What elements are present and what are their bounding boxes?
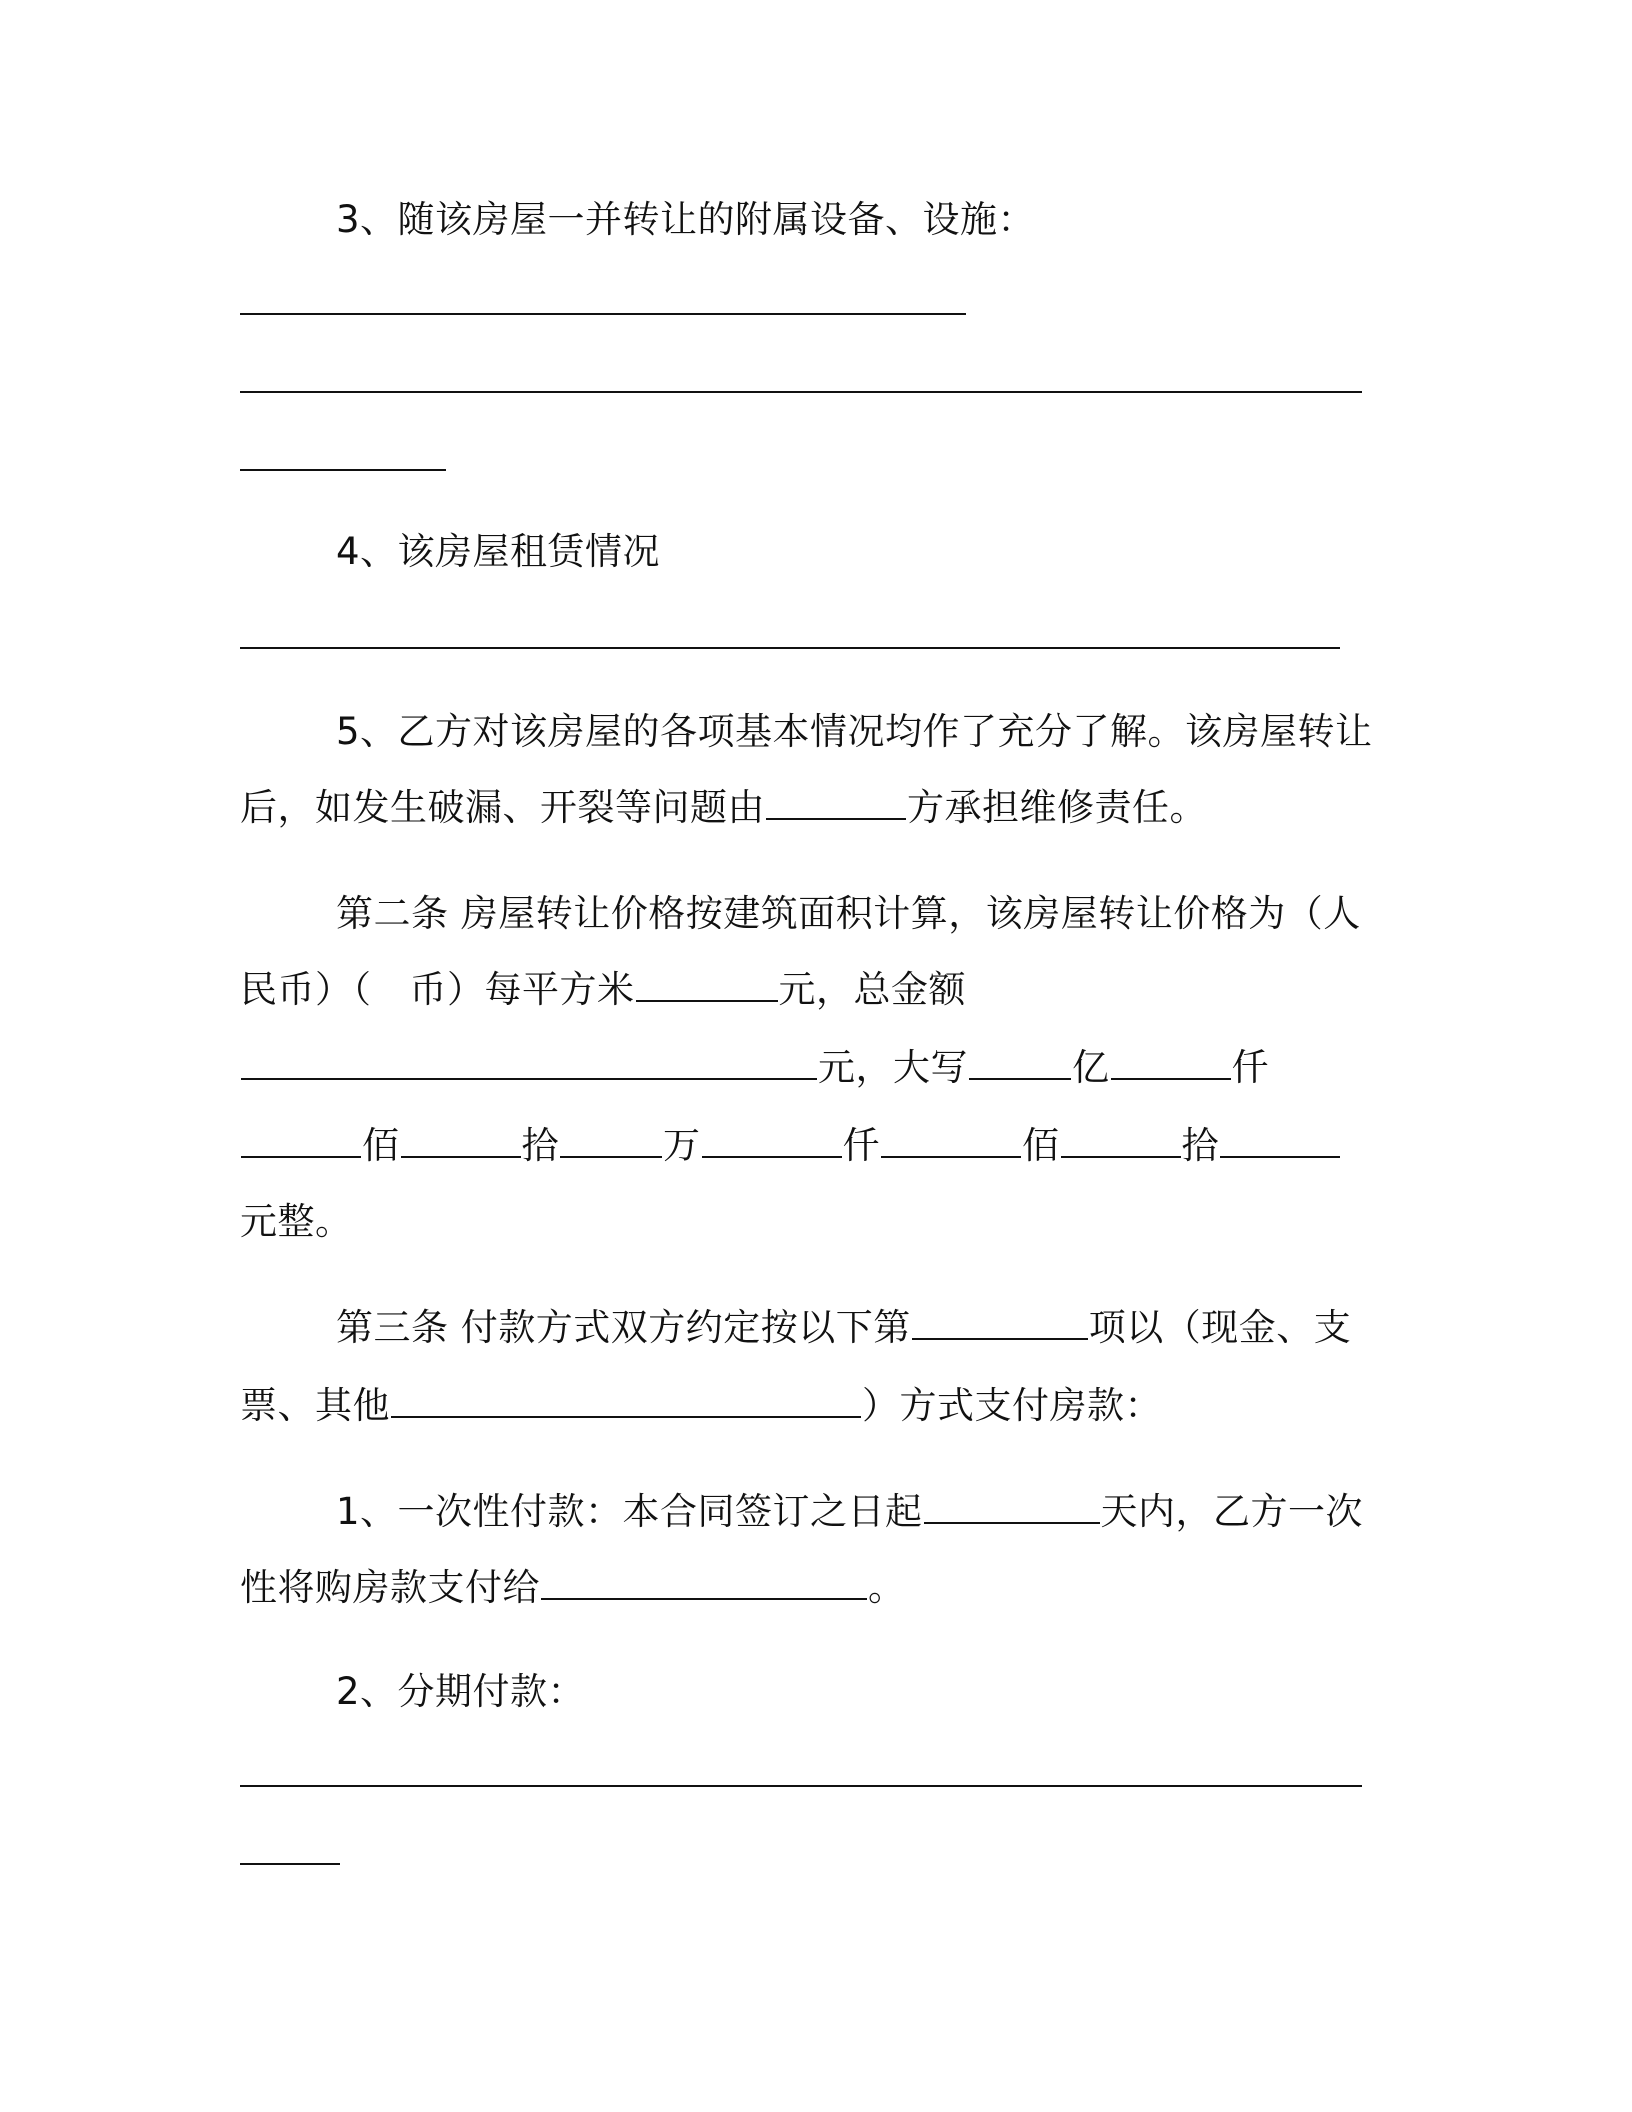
unit-bai-1: 佰 bbox=[362, 1124, 400, 1168]
item-5-line-2 bbox=[240, 784, 1207, 832]
fill-line-installment-2 bbox=[240, 1863, 340, 1865]
fill-line-item4 bbox=[240, 647, 1340, 649]
article-2-line-3 bbox=[240, 1044, 1269, 1092]
unit-yi: 亿 bbox=[1072, 1046, 1110, 1090]
blank-payment-option bbox=[912, 1304, 1088, 1340]
payment-1-text-d: 。 bbox=[868, 1566, 906, 1610]
article-3-text-b: 项以（现金、支 bbox=[1088, 1306, 1352, 1350]
article-2-text-b: 币）每平方米 bbox=[409, 968, 635, 1012]
unit-qian-1: 仟 bbox=[1231, 1046, 1269, 1090]
blank-shi-1 bbox=[401, 1122, 521, 1158]
article-2-line-4 bbox=[240, 1122, 1341, 1170]
fill-line-item3-1 bbox=[240, 313, 966, 315]
blank-qian-1 bbox=[1111, 1044, 1231, 1080]
article-3-line-2 bbox=[240, 1382, 1162, 1430]
item-4-label: 4、该房屋租赁情况 bbox=[336, 530, 661, 573]
article-2-text-a: 民币）（ bbox=[240, 968, 372, 1012]
article-3-text-c: 票、其他 bbox=[240, 1384, 390, 1428]
payment-2-label: 2、分期付款： bbox=[336, 1670, 586, 1713]
blank-other-method bbox=[391, 1382, 861, 1418]
fill-line-installment-1 bbox=[240, 1785, 1362, 1787]
payment-1-line-2 bbox=[240, 1564, 906, 1612]
fill-line-item3-3 bbox=[240, 469, 446, 471]
blank-days bbox=[924, 1488, 1100, 1524]
article-2-line-1: 第二条 房屋转让价格按建筑面积计算，该房屋转让价格为（人 bbox=[336, 892, 1361, 935]
blank-bai-2 bbox=[881, 1122, 1021, 1158]
article-3-text-a: 第三条 付款方式双方约定按以下第 bbox=[336, 1306, 911, 1350]
unit-wan: 万 bbox=[663, 1124, 701, 1168]
item-5-text-b: 方承担维修责任。 bbox=[907, 786, 1207, 830]
blank-bai-1 bbox=[241, 1122, 361, 1158]
blank-unit-price bbox=[636, 966, 778, 1002]
blank-wan bbox=[560, 1122, 662, 1158]
item-5-text-a: 后，如发生破漏、开裂等问题由 bbox=[240, 786, 765, 830]
blank-yi bbox=[969, 1044, 1071, 1080]
article-3-line-1 bbox=[336, 1304, 1351, 1352]
unit-shi-2: 拾 bbox=[1181, 1124, 1219, 1168]
payment-1-line-1 bbox=[336, 1488, 1363, 1536]
item-3-label: 3、随该房屋一并转让的附属设备、设施： bbox=[336, 198, 1036, 241]
blank-total-amount bbox=[241, 1044, 817, 1080]
blank-qian-2 bbox=[702, 1122, 842, 1158]
blank-yuan bbox=[1220, 1122, 1340, 1158]
unit-qian-2: 仟 bbox=[842, 1124, 880, 1168]
article-2-text-c: 元，总金额 bbox=[778, 968, 966, 1012]
article-2-line-5: 元整。 bbox=[240, 1200, 353, 1243]
blank-payee bbox=[541, 1564, 867, 1600]
fill-line-item3-2 bbox=[240, 391, 1362, 393]
unit-bai-2: 佰 bbox=[1022, 1124, 1060, 1168]
payment-1-text-c: 性将购房款支付给 bbox=[240, 1566, 540, 1610]
blank-shi-2 bbox=[1061, 1122, 1181, 1158]
article-2-line-2 bbox=[240, 966, 966, 1014]
article-3-text-d: ）方式支付房款： bbox=[862, 1384, 1162, 1428]
unit-shi-1: 拾 bbox=[521, 1124, 559, 1168]
article-2-text-d: 元，大写 bbox=[818, 1046, 968, 1090]
document-page bbox=[240, 0, 1380, 2112]
payment-1-text-a: 1、一次性付款：本合同签订之日起 bbox=[336, 1490, 923, 1534]
item-5-line-1: 5、乙方对该房屋的各项基本情况均作了充分了解。该房屋转让 bbox=[336, 710, 1373, 753]
blank-repair-party bbox=[766, 784, 906, 820]
payment-1-text-b: 天内，乙方一次 bbox=[1100, 1490, 1364, 1534]
